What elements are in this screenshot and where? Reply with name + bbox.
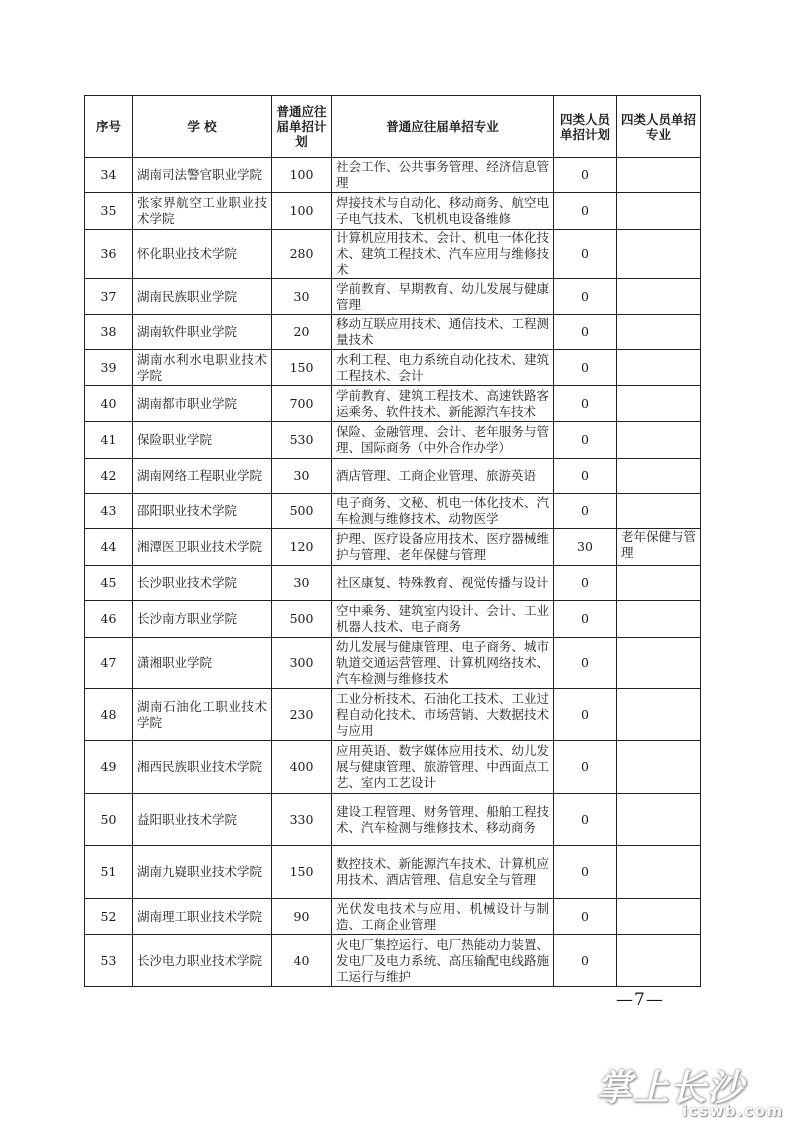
- cell-majors: 建设工程管理、财务管理、船舶工程技术、汽车检测与维修技术、移动商务: [332, 794, 554, 846]
- cell-plan: 230: [272, 689, 332, 741]
- cell-no: 45: [85, 566, 133, 601]
- table-row: [85, 422, 701, 459]
- cell-majors4: [617, 386, 701, 422]
- cell-plan4: 0: [554, 386, 617, 422]
- cell-plan: 300: [272, 638, 332, 689]
- cell-plan4: 0: [554, 158, 617, 193]
- cell-school: 张家界航空工业职业技术学院: [133, 193, 272, 230]
- cell-majors: 数控技术、新能源汽车技术、计算机应用技术、酒店管理、信息安全与管理: [332, 846, 554, 899]
- cell-plan4: 0: [554, 638, 617, 689]
- cell-school: 湖南九嶷职业技术学院: [133, 846, 272, 899]
- cell-plan4: 0: [554, 935, 617, 987]
- table-row: [85, 529, 701, 566]
- cell-school: 湖南司法警官职业学院: [133, 158, 272, 193]
- table-body: [85, 158, 701, 987]
- cell-school: 长沙南方职业学院: [133, 601, 272, 638]
- cell-school: 邵阳职业技术学院: [133, 494, 272, 529]
- cell-no: 50: [85, 794, 133, 846]
- cell-plan4: 0: [554, 689, 617, 741]
- cell-plan: 90: [272, 899, 332, 935]
- table-row: [85, 794, 701, 846]
- cell-plan4: 0: [554, 741, 617, 794]
- cell-plan: 500: [272, 601, 332, 638]
- cell-plan: 120: [272, 529, 332, 566]
- table-row: [85, 459, 701, 494]
- cell-majors4: [617, 193, 701, 230]
- cell-plan4: 0: [554, 566, 617, 601]
- cell-plan: 700: [272, 386, 332, 422]
- cell-majors4: [617, 566, 701, 601]
- cell-plan: 400: [272, 741, 332, 794]
- header-row: [85, 96, 701, 158]
- cell-majors4: [617, 158, 701, 193]
- cell-no: 43: [85, 494, 133, 529]
- cell-majors: 学前教育、早期教育、幼儿发展与健康管理: [332, 279, 554, 315]
- cell-plan4: 0: [554, 350, 617, 386]
- cell-majors4: 老年保健与管理: [617, 529, 701, 566]
- cell-majors: 焊接技术与自动化、移动商务、航空电子电气技术、飞机机电设备维修: [332, 193, 554, 230]
- cell-majors4: [617, 230, 701, 279]
- page-number: —7—: [616, 990, 664, 1010]
- cell-plan: 20: [272, 315, 332, 350]
- cell-plan4: 0: [554, 846, 617, 899]
- cell-no: 38: [85, 315, 133, 350]
- cell-majors4: [617, 689, 701, 741]
- header-plan: 普通应往届单招计划: [272, 96, 332, 158]
- cell-no: 41: [85, 422, 133, 459]
- table-row: [85, 494, 701, 529]
- cell-no: 44: [85, 529, 133, 566]
- cell-majors4: [617, 494, 701, 529]
- cell-school: 湘西民族职业技术学院: [133, 741, 272, 794]
- cell-plan4: 0: [554, 230, 617, 279]
- cell-plan: 30: [272, 279, 332, 315]
- cell-plan4: 0: [554, 279, 617, 315]
- cell-no: 35: [85, 193, 133, 230]
- cell-majors: 护理、医疗设备应用技术、医疗器械维护与管理、老年保健与管理: [332, 529, 554, 566]
- cell-majors: 幼儿发展与健康管理、电子商务、城市轨道交通运营管理、计算机网络技术、汽车检测与维修技术: [332, 638, 554, 689]
- cell-school: 湖南石油化工职业技术学院: [133, 689, 272, 741]
- table-row: [85, 689, 701, 741]
- cell-majors4: [617, 350, 701, 386]
- cell-plan: 100: [272, 193, 332, 230]
- cell-majors4: [617, 422, 701, 459]
- cell-majors: 移动互联应用技术、通信技术、工程测量技术: [332, 315, 554, 350]
- table-row: [85, 741, 701, 794]
- header-majors4: 四类人员单招专业: [617, 96, 701, 158]
- header-school: 学 校: [133, 96, 272, 158]
- cell-plan4: 0: [554, 422, 617, 459]
- cell-majors4: [617, 459, 701, 494]
- table-row: [85, 315, 701, 350]
- cell-majors: 学前教育、建筑工程技术、高速铁路客运乘务、软件技术、新能源汽车技术: [332, 386, 554, 422]
- cell-school: 益阳职业技术学院: [133, 794, 272, 846]
- cell-school: 长沙电力职业技术学院: [133, 935, 272, 987]
- cell-majors4: [617, 794, 701, 846]
- cell-school: 保险职业学院: [133, 422, 272, 459]
- cell-plan4: 0: [554, 794, 617, 846]
- cell-plan: 280: [272, 230, 332, 279]
- header-majors: 普通应往届单招专业: [332, 96, 554, 158]
- cell-plan: 100: [272, 158, 332, 193]
- header-plan4: 四类人员单招计划: [554, 96, 617, 158]
- table-row: [85, 566, 701, 601]
- cell-plan4: 0: [554, 494, 617, 529]
- cell-plan4: 30: [554, 529, 617, 566]
- cell-school: 长沙职业技术学院: [133, 566, 272, 601]
- cell-school: 湖南网络工程职业学院: [133, 459, 272, 494]
- cell-plan: 330: [272, 794, 332, 846]
- cell-school: 湖南民族职业学院: [133, 279, 272, 315]
- cell-majors: 计算机应用技术、会计、机电一体化技术、建筑工程技术、汽车应用与维修技术: [332, 230, 554, 279]
- cell-school: 湖南理工职业技术学院: [133, 899, 272, 935]
- cell-plan: 530: [272, 422, 332, 459]
- cell-no: 39: [85, 350, 133, 386]
- table-row: [85, 279, 701, 315]
- table-row: [85, 846, 701, 899]
- cell-majors: 光伏发电技术与应用、机械设计与制造、工商企业管理: [332, 899, 554, 935]
- table-row: [85, 386, 701, 422]
- cell-majors4: [617, 638, 701, 689]
- cell-no: 49: [85, 741, 133, 794]
- cell-school: 湘潭医卫职业技术学院: [133, 529, 272, 566]
- header-no: 序号: [85, 96, 133, 158]
- cell-no: 51: [85, 846, 133, 899]
- cell-no: 48: [85, 689, 133, 741]
- cell-school: 湖南水利水电职业技术学院: [133, 350, 272, 386]
- cell-plan4: 0: [554, 193, 617, 230]
- table-row: [85, 193, 701, 230]
- watermark: [596, 1060, 796, 1126]
- cell-no: 40: [85, 386, 133, 422]
- cell-no: 52: [85, 899, 133, 935]
- cell-majors: 火电厂集控运行、电厂热能动力装置、发电厂及电力系统、高压输配电线路施工运行与维护: [332, 935, 554, 987]
- cell-majors: 保险、金融管理、会计、老年服务与管理、国际商务（中外合作办学）: [332, 422, 554, 459]
- cell-school: 湖南软件职业学院: [133, 315, 272, 350]
- cell-majors: 水利工程、电力系统自动化技术、建筑工程技术、会计: [332, 350, 554, 386]
- table-row: [85, 601, 701, 638]
- cell-majors4: [617, 935, 701, 987]
- cell-majors4: [617, 601, 701, 638]
- cell-plan: 150: [272, 350, 332, 386]
- watermark-logo: 掌上长沙: [596, 1068, 745, 1109]
- cell-plan: 500: [272, 494, 332, 529]
- cell-no: 53: [85, 935, 133, 987]
- cell-plan4: 0: [554, 899, 617, 935]
- cell-majors4: [617, 741, 701, 794]
- cell-plan4: 0: [554, 601, 617, 638]
- cell-majors: 空中乘务、建筑室内设计、会计、工业机器人技术、电子商务: [332, 601, 554, 638]
- cell-majors: 应用英语、数字媒体应用技术、幼儿发展与健康管理、旅游管理、中西面点工艺、室内工艺设计: [332, 741, 554, 794]
- cell-majors4: [617, 315, 701, 350]
- cell-majors4: [617, 899, 701, 935]
- table-row: [85, 230, 701, 279]
- cell-no: 42: [85, 459, 133, 494]
- cell-no: 36: [85, 230, 133, 279]
- cell-plan: 30: [272, 459, 332, 494]
- cell-plan: 40: [272, 935, 332, 987]
- table-row: [85, 350, 701, 386]
- table-row: [85, 935, 701, 987]
- table-row: [85, 899, 701, 935]
- cell-majors: 社区康复、特殊教育、视觉传播与设计: [332, 566, 554, 601]
- cell-no: 37: [85, 279, 133, 315]
- watermark-url: icswb.com: [682, 1102, 784, 1120]
- table-row: [85, 158, 701, 193]
- cell-no: 47: [85, 638, 133, 689]
- cell-school: 潇湘职业学院: [133, 638, 272, 689]
- cell-plan4: 0: [554, 459, 617, 494]
- cell-majors4: [617, 279, 701, 315]
- cell-majors: 电子商务、文秘、机电一体化技术、汽车检测与维修技术、动物医学: [332, 494, 554, 529]
- cell-majors: 工业分析技术、石油化工技术、工业过程自动化技术、市场营销、大数据技术与应用: [332, 689, 554, 741]
- table-row: [85, 638, 701, 689]
- cell-no: 46: [85, 601, 133, 638]
- cell-majors: 酒店管理、工商企业管理、旅游英语: [332, 459, 554, 494]
- cell-school: 怀化职业技术学院: [133, 230, 272, 279]
- cell-plan: 150: [272, 846, 332, 899]
- cell-no: 34: [85, 158, 133, 193]
- cell-majors4: [617, 846, 701, 899]
- cell-school: 湖南都市职业学院: [133, 386, 272, 422]
- cell-majors: 社会工作、公共事务管理、经济信息管理: [332, 158, 554, 193]
- cell-plan: 30: [272, 566, 332, 601]
- admissions-table: [84, 95, 701, 987]
- cell-plan4: 0: [554, 315, 617, 350]
